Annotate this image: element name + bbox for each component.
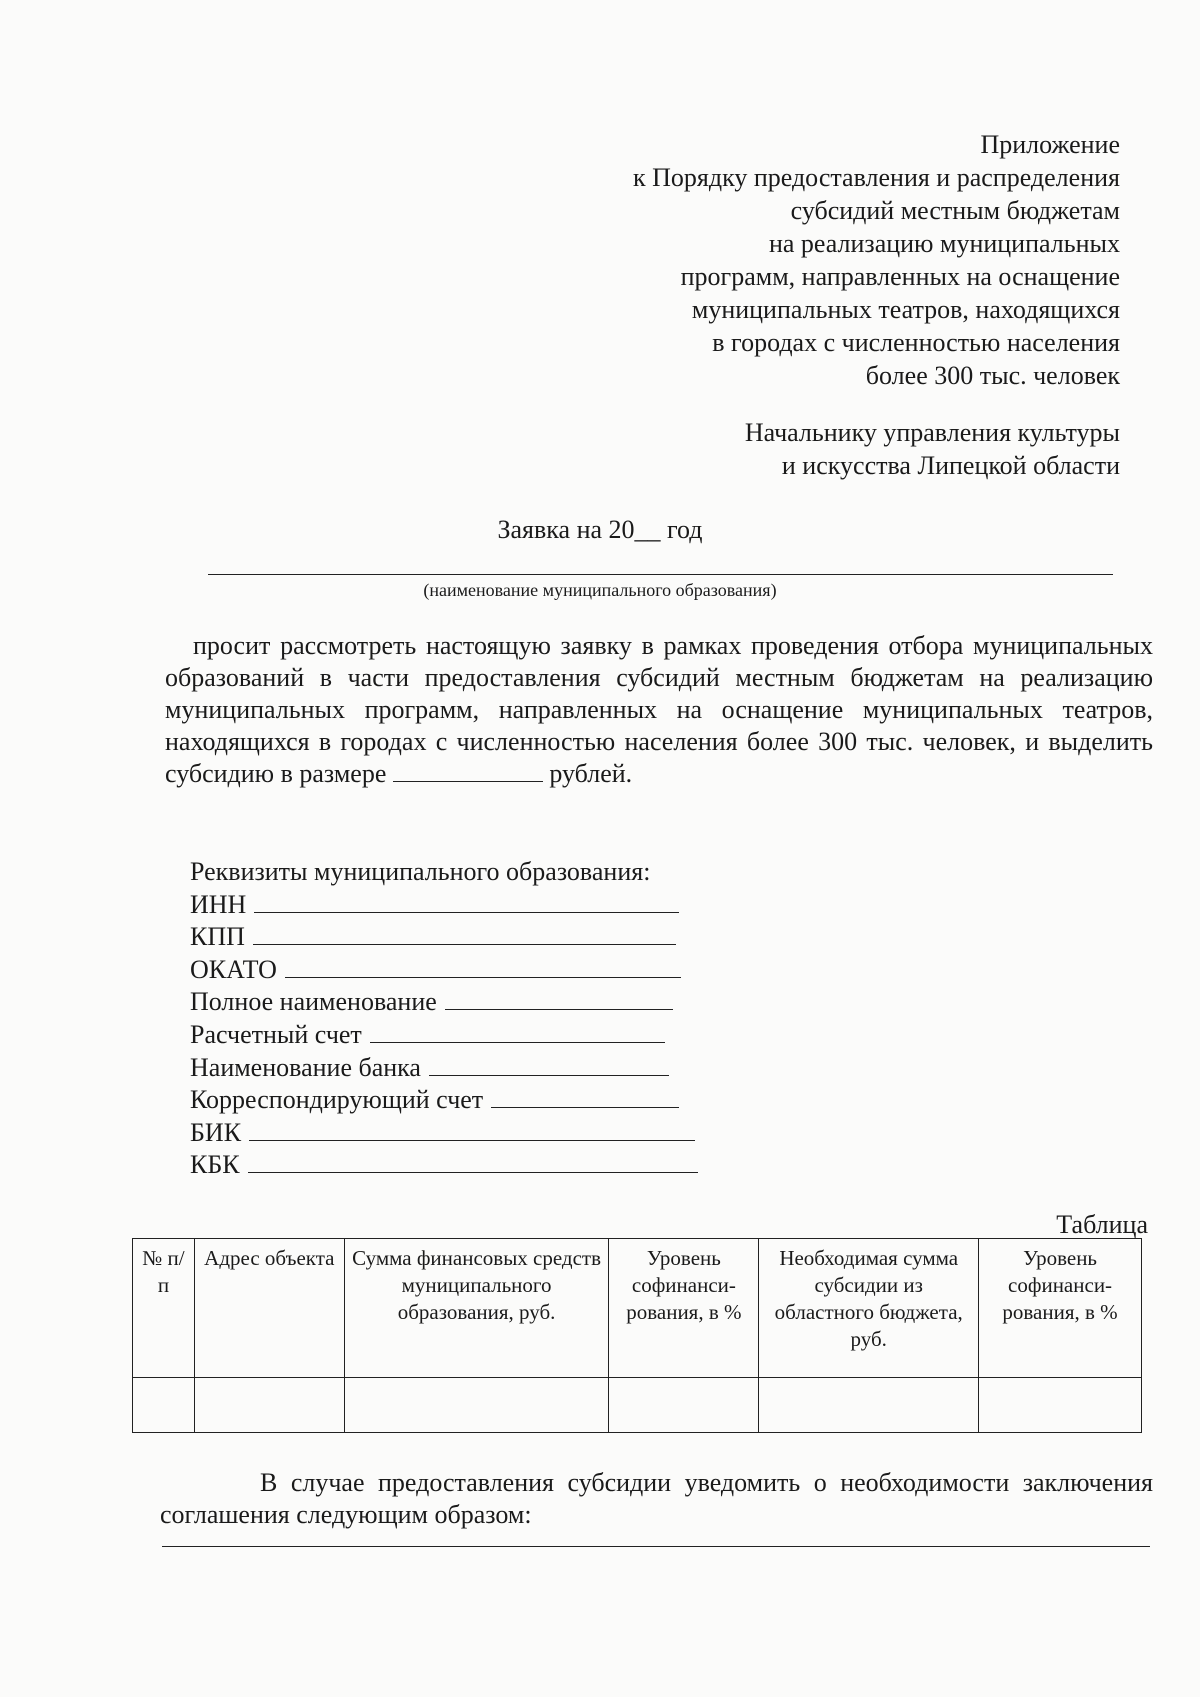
corr-account-label: Корреспондирующий счет bbox=[190, 1085, 484, 1115]
addressee-line: и искусства Липецкой области bbox=[781, 451, 1120, 480]
document-title: Заявка на 20__ год bbox=[497, 515, 703, 544]
corr-account-field[interactable] bbox=[491, 1085, 679, 1108]
appendix-header bbox=[633, 128, 1120, 392]
cell-address[interactable] bbox=[194, 1378, 344, 1433]
appendix-line: более 300 тыс. человек bbox=[865, 361, 1120, 390]
okato-field[interactable] bbox=[285, 955, 681, 978]
okato-label: ОКАТО bbox=[190, 954, 277, 984]
full-name-label: Полное наименование bbox=[190, 987, 437, 1017]
account-row bbox=[190, 1019, 698, 1052]
addressee-line: Начальнику управления культуры bbox=[744, 418, 1120, 447]
bik-label: БИК bbox=[190, 1117, 242, 1147]
appendix-line: Приложение bbox=[980, 130, 1120, 159]
corr-account-row bbox=[190, 1084, 698, 1117]
header-funds: Сумма финансовых средств муниципального образования, руб. bbox=[344, 1239, 609, 1378]
cell-cofinancing-2[interactable] bbox=[979, 1378, 1142, 1433]
requisites-block bbox=[190, 856, 698, 1182]
kpp-label: КПП bbox=[190, 922, 245, 952]
appendix-line: программ, направленных на оснащение bbox=[680, 262, 1120, 291]
currency-label: рублей. bbox=[549, 759, 633, 788]
request-text: просит рассмотреть настоящую заявку в рамках проведения отбора муниципальных образований в части предоставления субсидий местным бюджетам на реализацию муниципальных программ, направленных на оснащение муниципальных театров, находящихся в городах с численностью населения более 300 тыс. человек, и выделить субсидию в размере bbox=[165, 631, 1153, 788]
cell-subsidy[interactable] bbox=[759, 1378, 979, 1433]
okato-row bbox=[190, 954, 698, 987]
table-caption: Таблица bbox=[1056, 1210, 1148, 1239]
bank-label: Наименование банка bbox=[190, 1052, 421, 1082]
cell-cofinancing-1[interactable] bbox=[609, 1378, 759, 1433]
header-num: № п/п bbox=[133, 1239, 195, 1378]
inn-label: ИНН bbox=[190, 889, 247, 919]
kbk-field[interactable] bbox=[248, 1150, 698, 1173]
bik-row bbox=[190, 1117, 698, 1150]
bank-field[interactable] bbox=[429, 1053, 669, 1076]
bank-row bbox=[190, 1052, 698, 1085]
requisites-heading-row bbox=[190, 856, 698, 889]
subsidy-amount-field[interactable] bbox=[393, 759, 543, 782]
kbk-label: КБК bbox=[190, 1150, 240, 1180]
cell-funds[interactable] bbox=[344, 1378, 609, 1433]
kpp-row bbox=[190, 921, 698, 954]
bik-field[interactable] bbox=[249, 1118, 695, 1141]
inn-field[interactable] bbox=[254, 890, 679, 913]
appendix-line: субсидий местным бюджетам bbox=[790, 196, 1120, 225]
addressee bbox=[745, 416, 1120, 482]
full-name-field[interactable] bbox=[445, 987, 673, 1010]
table-header-row bbox=[133, 1239, 1142, 1378]
kbk-row bbox=[190, 1149, 698, 1182]
account-field[interactable] bbox=[370, 1020, 665, 1043]
account-label: Расчетный счет bbox=[190, 1019, 362, 1049]
notification-method-field[interactable] bbox=[162, 1520, 1150, 1547]
full-name-row bbox=[190, 986, 698, 1019]
appendix-line: в городах с численностью населения bbox=[712, 328, 1120, 357]
municipality-name-field[interactable] bbox=[208, 552, 1113, 575]
header-subsidy: Необходимая сумма субсидии из областного бюджета, руб. bbox=[759, 1239, 979, 1378]
notification-text: В случае предоставления субсидии уведомить о необходимости заключения соглашения следующим образом: bbox=[160, 1468, 1153, 1529]
appendix-line: муниципальных театров, находящихся bbox=[691, 295, 1120, 324]
subsidy-table bbox=[132, 1238, 1142, 1433]
cell-num[interactable] bbox=[133, 1378, 195, 1433]
kpp-field[interactable] bbox=[253, 922, 676, 945]
inn-row bbox=[190, 889, 698, 922]
table-row bbox=[133, 1378, 1142, 1433]
appendix-line: к Порядку предоставления и распределения bbox=[632, 163, 1120, 192]
header-cofinancing-1: Уровень софинанси-рования, в % bbox=[609, 1239, 759, 1378]
header-cofinancing-2: Уровень софинанси-рования, в % bbox=[979, 1239, 1142, 1378]
request-paragraph bbox=[165, 630, 1153, 790]
requisites-heading: Реквизиты муниципального образования: bbox=[190, 857, 651, 886]
appendix-line: на реализацию муниципальных bbox=[768, 229, 1120, 258]
municipality-name-caption: (наименование муниципального образования) bbox=[423, 580, 777, 600]
header-address: Адрес объекта bbox=[194, 1239, 344, 1378]
